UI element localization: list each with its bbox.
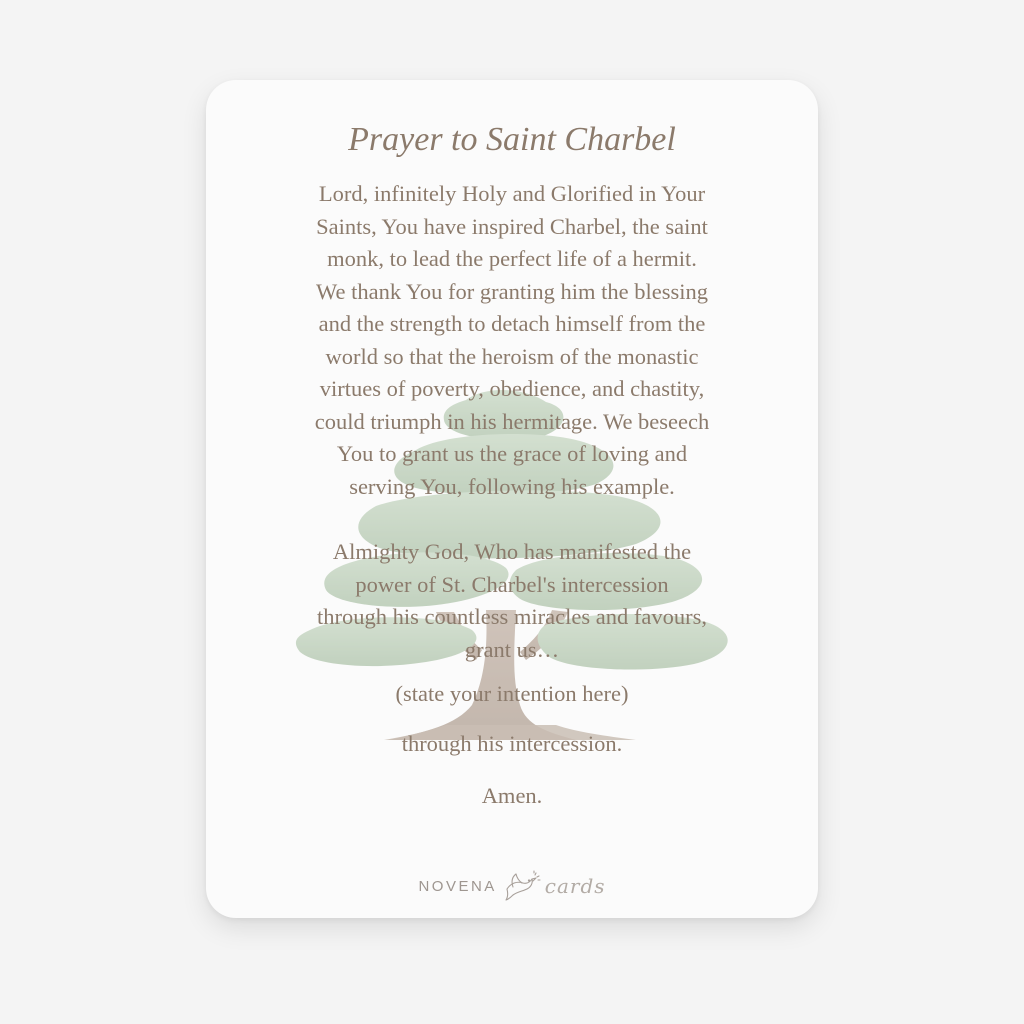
brand-cards-text: cards [544, 874, 606, 898]
intention-line: (state your intention here) [395, 681, 629, 706]
prayer-card [206, 80, 818, 918]
prayer-paragraph-2: Almighty God, Who has manifested the power of St. Charbel's intercession through his countless miracles and favours, grant us… [317, 539, 707, 662]
brand-logo [206, 866, 818, 906]
amen-line: Amen. [481, 783, 543, 808]
prayer-paragraph-1: Lord, infinitely Holy and Glorified in Your Saints, You have inspired Charbel, the saint monk, to lead the perfect life of a hermit. We thank You for granting him the blessing and the strength to detach himself from the world so that the heroism of the monastic virtues of poverty, obedience, and chastity, could triumph in his hermitage. We beseech You to grant us the grace of loving and serving You, following his example. [314, 181, 710, 499]
prayer-title: Prayer to Saint Charbel [348, 121, 676, 158]
closing-line: through his intercession. [401, 731, 623, 756]
dove-icon [499, 869, 543, 903]
brand-novena-text: NOVENA [418, 877, 497, 895]
